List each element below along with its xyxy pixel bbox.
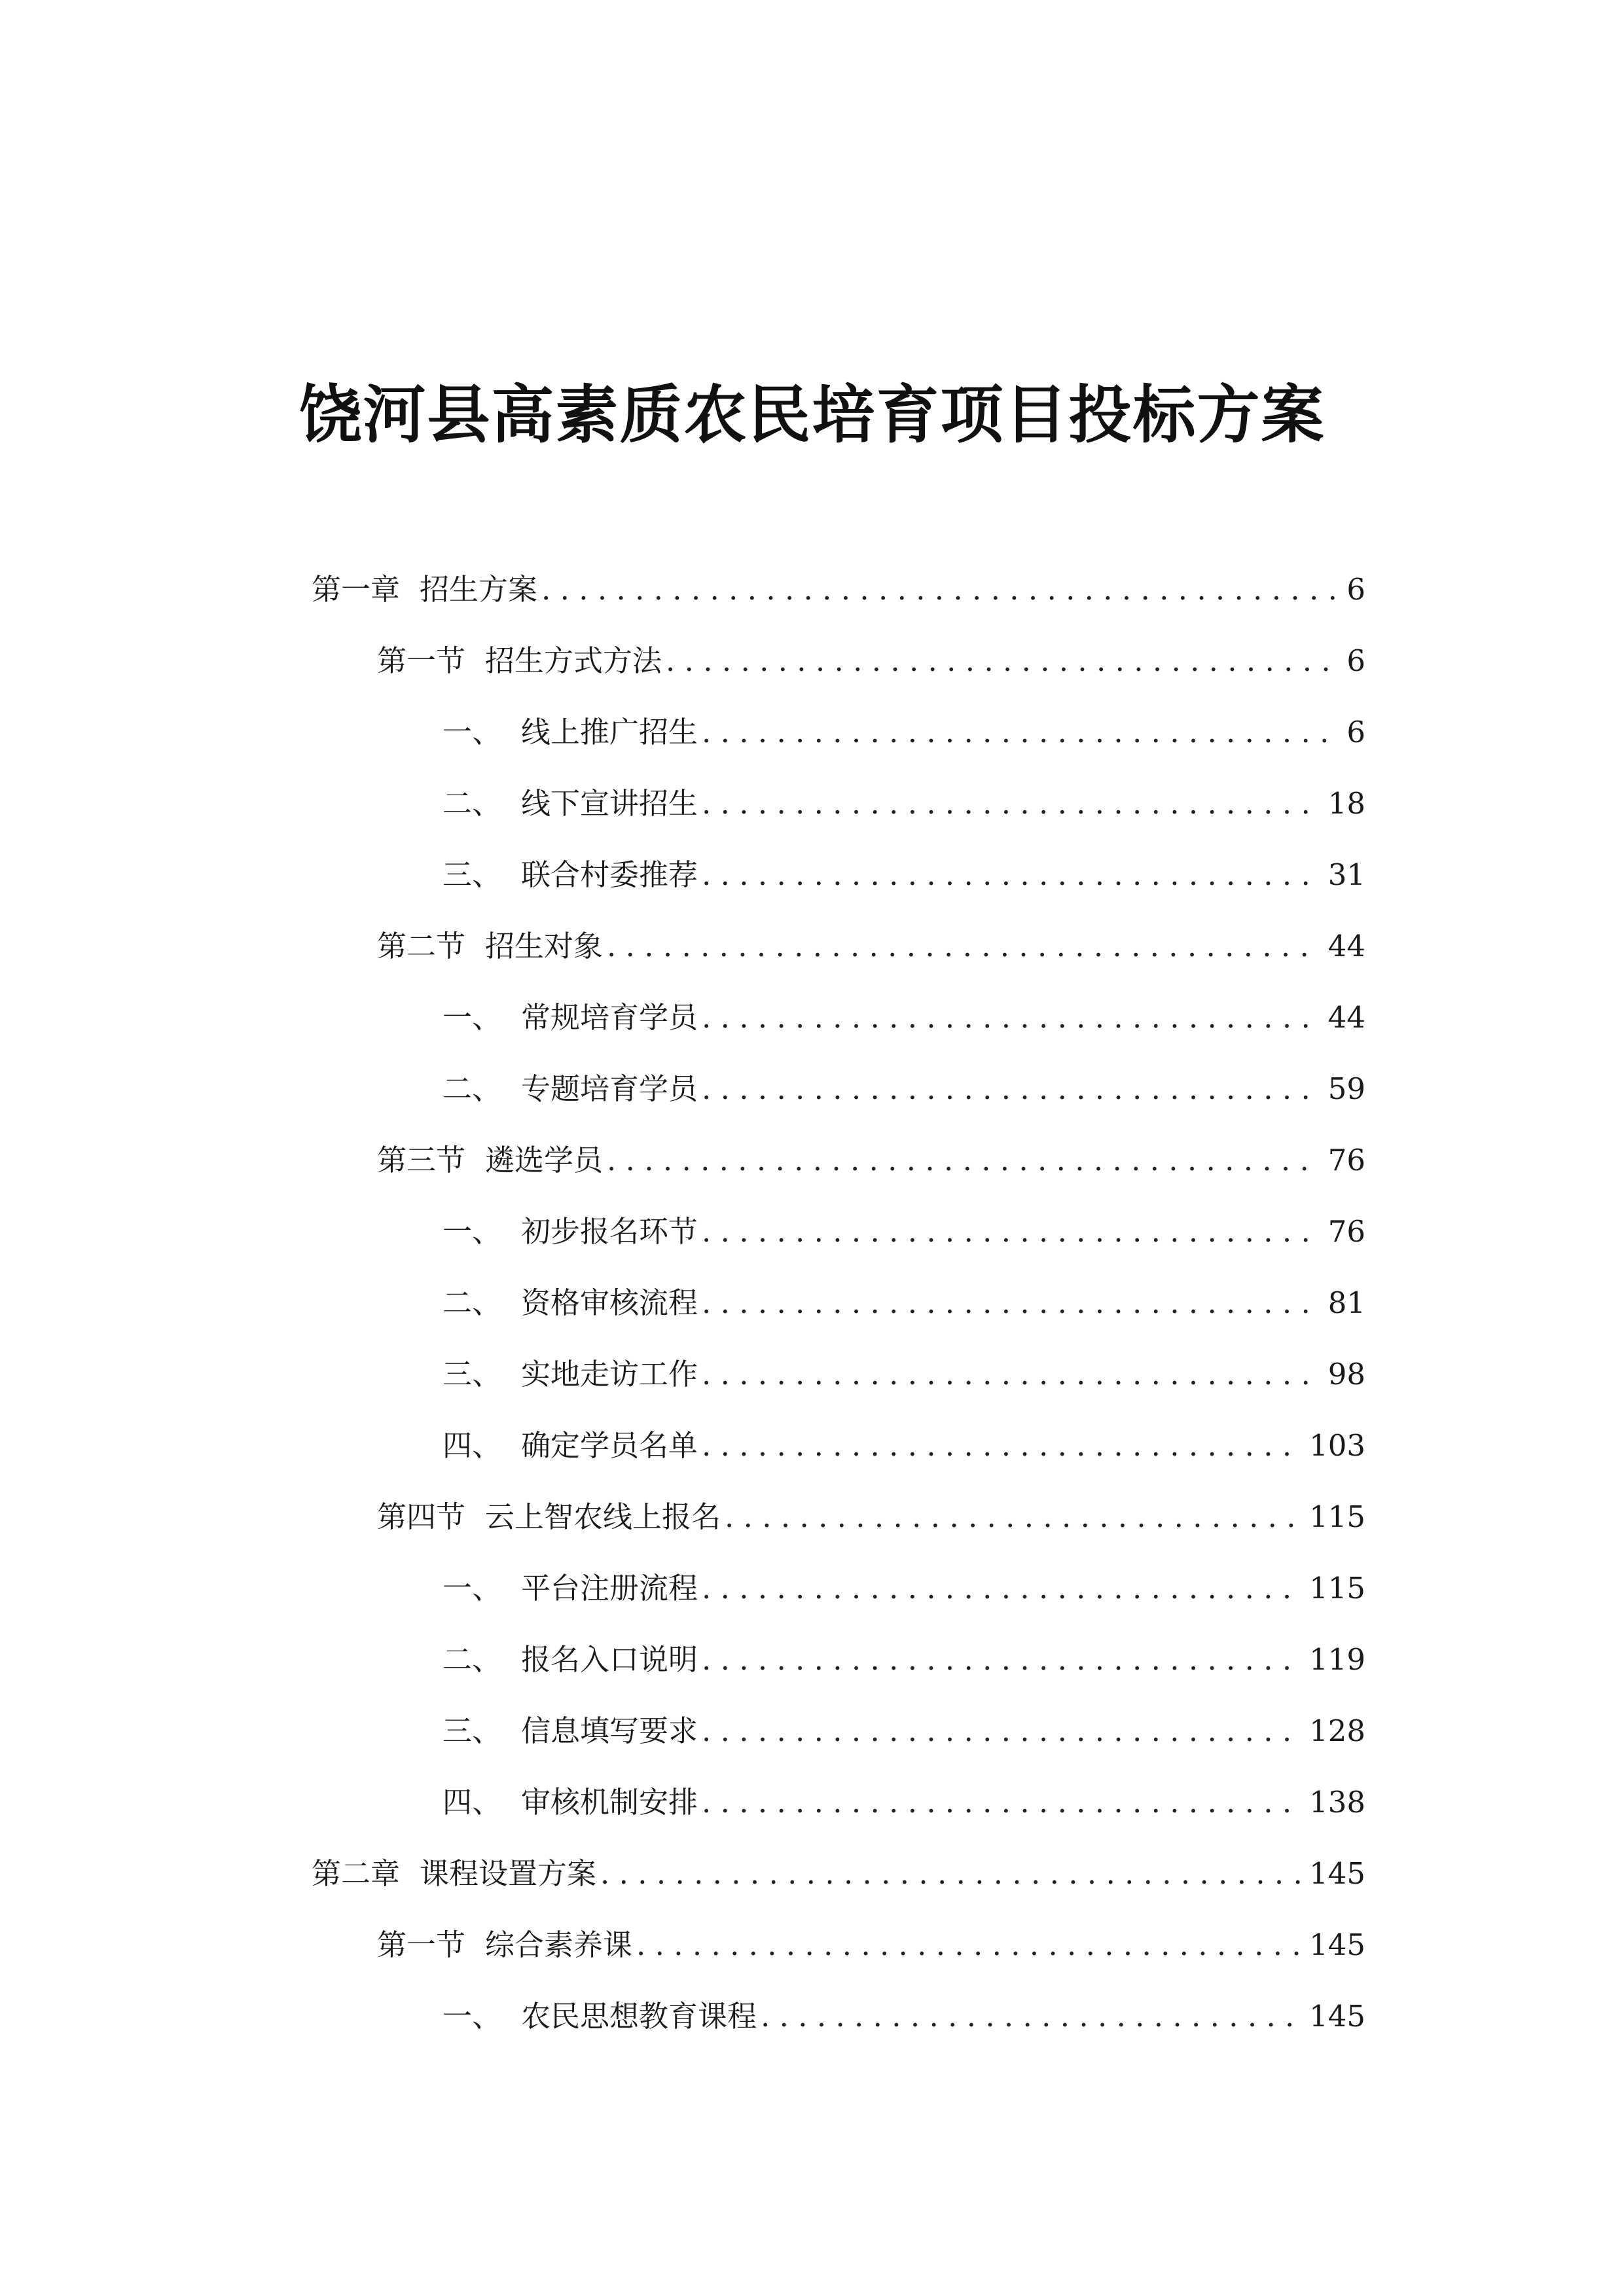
toc-page-number: 138 bbox=[1309, 1785, 1365, 1820]
toc-dot-leader bbox=[702, 1624, 1301, 1696]
toc-dot-leader bbox=[702, 1053, 1320, 1125]
toc-entry[interactable] bbox=[442, 1624, 1365, 1696]
toc-entry[interactable] bbox=[442, 1053, 1365, 1125]
toc-page-number: 44 bbox=[1327, 1000, 1365, 1035]
toc-number: 三、 bbox=[442, 1357, 502, 1391]
toc-title: 招生对象 bbox=[485, 929, 604, 963]
toc-title: 线下宣讲招生 bbox=[521, 786, 698, 821]
toc-page-number: 145 bbox=[1309, 1999, 1365, 2034]
toc-page-number: 98 bbox=[1327, 1357, 1365, 1391]
toc-number: 第一节 bbox=[377, 1928, 466, 1962]
toc-title: 平台注册流程 bbox=[521, 1571, 698, 1605]
toc-dot-leader bbox=[702, 1767, 1301, 1839]
toc-entry[interactable] bbox=[312, 1838, 1365, 1910]
toc-entry[interactable] bbox=[442, 1338, 1365, 1410]
toc-entry[interactable] bbox=[377, 1124, 1365, 1196]
toc-page-number: 81 bbox=[1327, 1285, 1365, 1320]
toc-entry[interactable] bbox=[442, 1267, 1365, 1339]
toc-number: 四、 bbox=[442, 1785, 502, 1820]
toc-dot-leader bbox=[541, 554, 1338, 626]
toc-page-number: 145 bbox=[1309, 1928, 1365, 1962]
toc-page-number: 59 bbox=[1327, 1071, 1365, 1106]
toc-entry[interactable] bbox=[312, 554, 1365, 626]
toc-page-number: 44 bbox=[1327, 929, 1365, 963]
toc-number: 一、 bbox=[442, 1214, 502, 1249]
toc-page-number: 128 bbox=[1309, 1713, 1365, 1748]
toc-number: 一、 bbox=[442, 1571, 502, 1605]
toc-page-number: 31 bbox=[1327, 857, 1365, 892]
toc-entry[interactable] bbox=[377, 625, 1365, 697]
toc-number: 第二章 bbox=[312, 1856, 401, 1891]
toc-dot-leader bbox=[702, 982, 1320, 1054]
toc-title: 专题培育学员 bbox=[521, 1071, 698, 1106]
toc-title: 农民思想教育课程 bbox=[521, 1999, 757, 2034]
toc-page-number: 115 bbox=[1309, 1499, 1365, 1534]
toc-entry[interactable] bbox=[377, 910, 1365, 982]
toc-title: 常规培育学员 bbox=[521, 1000, 698, 1035]
toc-dot-leader bbox=[607, 910, 1320, 982]
toc-page-number: 6 bbox=[1346, 572, 1365, 607]
toc-number: 二、 bbox=[442, 1642, 502, 1677]
toc-page-number: 119 bbox=[1309, 1642, 1365, 1677]
toc-number: 一、 bbox=[442, 1999, 502, 2034]
toc-dot-leader bbox=[607, 1124, 1320, 1196]
toc-entry[interactable] bbox=[442, 1767, 1365, 1839]
toc-title: 招生方式方法 bbox=[485, 643, 662, 678]
toc-number: 三、 bbox=[442, 857, 502, 892]
toc-entry[interactable] bbox=[442, 839, 1365, 911]
toc-number: 二、 bbox=[442, 1285, 502, 1320]
toc-title: 资格审核流程 bbox=[521, 1285, 698, 1320]
toc-dot-leader bbox=[666, 625, 1338, 697]
toc-number: 二、 bbox=[442, 786, 502, 821]
toc-title: 课程设置方案 bbox=[420, 1856, 597, 1891]
toc-title: 云上智农线上报名 bbox=[485, 1499, 721, 1534]
toc-number: 第一节 bbox=[377, 643, 466, 678]
toc-number: 第二节 bbox=[377, 929, 466, 963]
toc-number: 一、 bbox=[442, 1000, 502, 1035]
toc-dot-leader bbox=[702, 1410, 1301, 1482]
toc-dot-leader bbox=[702, 1552, 1301, 1624]
toc-page-number: 145 bbox=[1309, 1856, 1365, 1891]
toc-dot-leader bbox=[702, 696, 1338, 768]
toc-title: 确定学员名单 bbox=[521, 1428, 698, 1463]
toc-dot-leader bbox=[702, 839, 1320, 911]
toc-entry[interactable] bbox=[377, 1909, 1365, 1981]
toc-entry[interactable] bbox=[442, 1552, 1365, 1624]
toc-page-number: 115 bbox=[1309, 1571, 1365, 1605]
toc-entry[interactable] bbox=[442, 982, 1365, 1054]
toc-entry[interactable] bbox=[377, 1481, 1365, 1553]
toc-page-number: 76 bbox=[1327, 1214, 1365, 1249]
toc-dot-leader bbox=[702, 1695, 1301, 1767]
toc-title: 综合素养课 bbox=[485, 1928, 633, 1962]
toc-dot-leader bbox=[725, 1481, 1301, 1553]
toc-page-number: 6 bbox=[1346, 643, 1365, 678]
toc-dot-leader bbox=[702, 1338, 1320, 1410]
toc-dot-leader bbox=[702, 1267, 1320, 1339]
toc-page-number: 6 bbox=[1346, 715, 1365, 749]
toc-number: 第四节 bbox=[377, 1499, 466, 1534]
toc-title: 线上推广招生 bbox=[521, 715, 698, 749]
toc-number: 第三节 bbox=[377, 1143, 466, 1177]
toc-entry[interactable] bbox=[442, 696, 1365, 768]
toc-number: 第一章 bbox=[312, 572, 401, 607]
toc-number: 一、 bbox=[442, 715, 502, 749]
toc-title: 实地走访工作 bbox=[521, 1357, 698, 1391]
toc-title: 初步报名环节 bbox=[521, 1214, 698, 1249]
toc-dot-leader bbox=[761, 1981, 1301, 2053]
toc-page-number: 18 bbox=[1327, 786, 1365, 821]
toc-title: 联合村委推荐 bbox=[521, 857, 698, 892]
toc-entry[interactable] bbox=[442, 1695, 1365, 1767]
toc-entry[interactable] bbox=[442, 768, 1365, 840]
toc-number: 二、 bbox=[442, 1071, 502, 1106]
toc-page-number: 76 bbox=[1327, 1143, 1365, 1177]
toc-entry[interactable] bbox=[442, 1196, 1365, 1268]
toc-entry[interactable] bbox=[442, 1981, 1365, 2053]
toc-title: 报名入口说明 bbox=[521, 1642, 698, 1677]
toc-number: 三、 bbox=[442, 1713, 502, 1748]
toc-dot-leader bbox=[636, 1909, 1301, 1981]
document-title: 饶河县高素质农民培育项目投标方案 bbox=[298, 378, 1326, 452]
toc-title: 信息填写要求 bbox=[521, 1713, 698, 1748]
toc-dot-leader bbox=[702, 1196, 1320, 1268]
toc-number: 四、 bbox=[442, 1428, 502, 1463]
toc-dot-leader bbox=[600, 1838, 1301, 1910]
toc-title: 招生方案 bbox=[420, 572, 538, 607]
toc-entry[interactable] bbox=[442, 1410, 1365, 1482]
toc-title: 审核机制安排 bbox=[521, 1785, 698, 1820]
toc-dot-leader bbox=[702, 768, 1320, 840]
toc-title: 遴选学员 bbox=[485, 1143, 604, 1177]
toc-page-number: 103 bbox=[1309, 1428, 1365, 1463]
